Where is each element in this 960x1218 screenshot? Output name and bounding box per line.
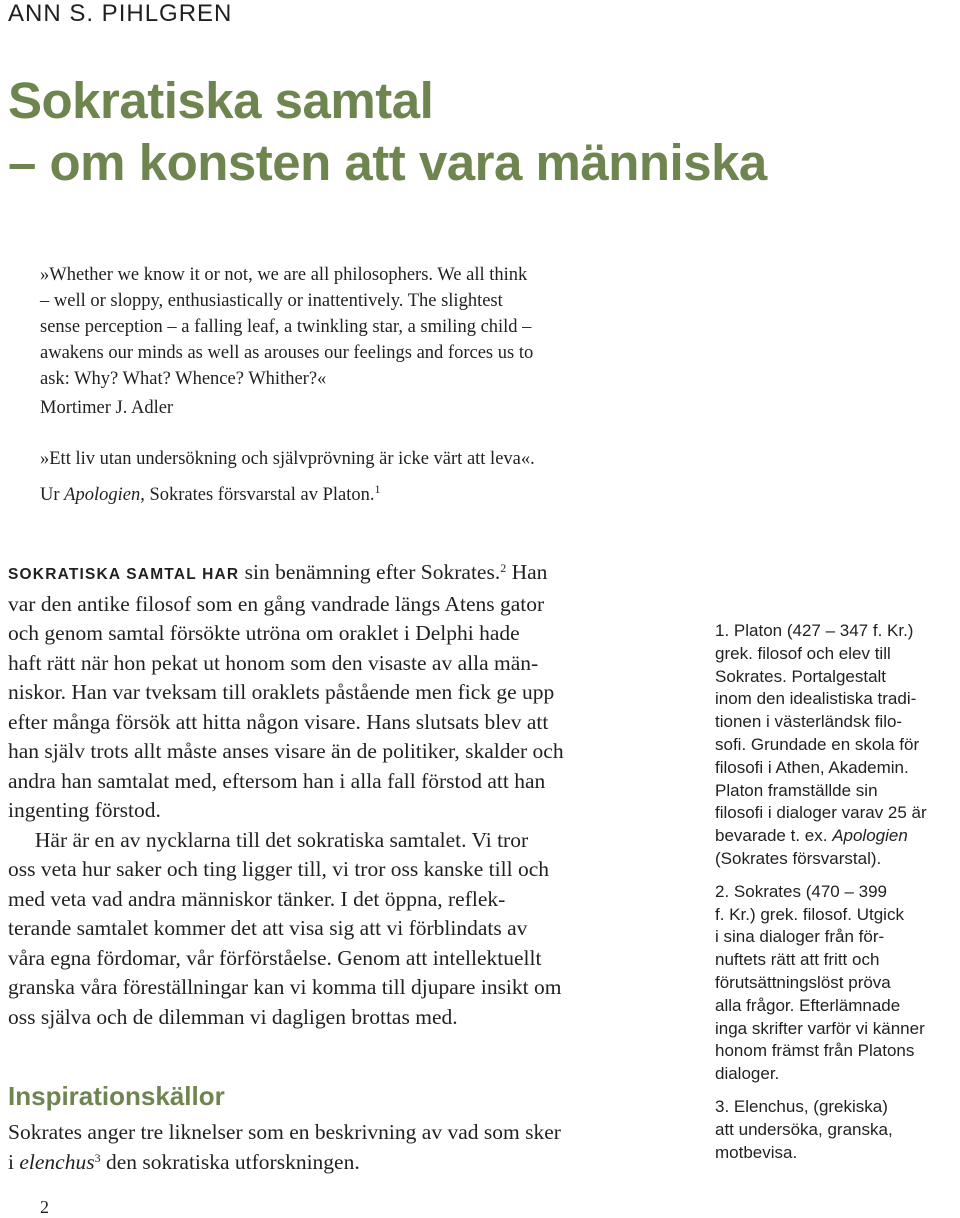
body-line-text: Han	[506, 560, 548, 584]
body-line: niskor. Han var tveksam till oraklets påstående men fick ge upp	[8, 680, 555, 704]
body-line: med veta vad andra människor tänker. I det öppna, reflek-	[8, 886, 506, 911]
body-line: oss själva och de dilemman vi dagligen brottas med.	[8, 1004, 458, 1029]
section-line-text: den sokratiska utforskningen.	[100, 1149, 360, 1174]
note-line: motbevisa.	[715, 1142, 798, 1162]
quote-attribution-adler: Mortimer J. Adler	[40, 398, 174, 418]
quote-attribution-platon	[40, 482, 640, 508]
note-line: Sokrates. Portalgestalt	[715, 666, 887, 686]
margin-notes	[715, 620, 960, 1174]
quote-line: »Whether we know it or not, we are all philosophers. We all think	[40, 265, 528, 285]
title-line-2: – om konsten att vara människa	[8, 134, 767, 191]
body-lead-caps: SOKRATISKA SAMTAL HAR	[8, 566, 240, 583]
note-line: honom främst från Platons	[715, 1041, 915, 1061]
note-line: inom den idealistiska tradi-	[715, 689, 917, 709]
body-line: oss veta hur saker och ting ligger till, vi tror oss kanske till och	[8, 857, 549, 881]
attr-italic-title: Apologien	[64, 485, 141, 505]
quote-line: ask: Why? What? Whence? Whither?«	[40, 369, 327, 389]
section-line-text: i	[8, 1149, 20, 1174]
epigraph-quote-apologien: »Ett liv utan undersökning och självprövning är icke värt att leva«.	[40, 449, 535, 469]
note-line: f. Kr.) grek. filosof. Utgick	[715, 904, 904, 924]
body-line: terande samtalet kommer det att visa sig att vi förblindats av	[8, 916, 528, 940]
note-line	[715, 825, 960, 848]
body-line: efter många försök att hitta någon visare. Hans slutsats blev att	[8, 709, 549, 734]
quote-line: – well or sloppy, enthusiastically or inattentively. The slightest	[40, 291, 503, 311]
section-line: Sokrates anger tre liknelser som en beskrivning av vad som sker	[8, 1120, 561, 1144]
note-line: tionen i västerländsk filo-	[715, 712, 903, 732]
note-line: grek. filosof och elev till	[715, 643, 891, 663]
body-first-line	[8, 558, 658, 590]
quote-line: awakens our minds as well as arouses our feelings and forces us to	[40, 343, 534, 363]
note-line: dialoger.	[715, 1064, 780, 1084]
title-line-1: Sokratiska samtal	[8, 72, 434, 129]
note-line: filosofi i dialoger varav 25 är	[715, 803, 927, 823]
body-line-text: sin benämning efter Sokrates.	[239, 560, 501, 584]
body-line: andra han samtalat med, eftersom han i alla fall förstod att han	[8, 768, 546, 793]
section-body-text	[8, 1118, 658, 1177]
note-line: filosofi i Athen, Akademin.	[715, 757, 909, 777]
note-line: 1. Platon (427 – 347 f. Kr.)	[715, 621, 914, 640]
note-line: att undersöka, granska,	[715, 1119, 893, 1139]
note-line: (Sokrates försvarstal).	[715, 848, 882, 868]
footnote-3	[715, 1096, 960, 1164]
note-line: alla frågor. Efterlämnade	[715, 995, 901, 1015]
footnote-ref-2: 2	[500, 561, 507, 575]
footnote-ref-3: 3	[94, 1150, 101, 1165]
body-line: ingenting förstod.	[8, 798, 161, 822]
author-name: ANN S. PIHLGREN	[8, 0, 233, 27]
note-line: förutsättningslöst pröva	[715, 972, 891, 992]
footnote-2	[715, 881, 960, 1086]
section-line	[8, 1148, 658, 1178]
elenchus-italic: elenchus	[19, 1149, 95, 1174]
footnote-ref-1: 1	[374, 482, 381, 496]
note-line-text: bevarade t. ex.	[715, 826, 833, 846]
epigraph-quote-adler	[40, 262, 640, 392]
body-text	[8, 558, 658, 1032]
note-line: i sina dialoger från för-	[715, 927, 885, 947]
body-line: haft rätt när hon pekat ut honom som den visaste av alla män-	[8, 650, 539, 675]
body-line: granska våra föreställningar kan vi komma till djupare insikt om	[8, 975, 562, 999]
page-title	[8, 70, 767, 194]
body-line: han själv trots allt måste anses visare än de politiker, skalder och	[8, 739, 564, 763]
page-number: 2	[40, 1197, 49, 1217]
footnote-1	[715, 620, 960, 871]
body-line: Här är en av nycklarna till det sokratiska samtalet. Vi tror	[8, 827, 529, 852]
note-line: sofi. Grundade en skola för	[715, 734, 920, 754]
body-line: var den antike filosof som en gång vandrade längs Atens gator	[8, 591, 545, 616]
attr-suffix: , Sokrates försvarstal av Platon.	[140, 485, 375, 505]
note-line: Platon framställde sin	[715, 780, 878, 800]
body-line: våra egna fördomar, vår förförståelse. Genom att intellektuellt	[8, 945, 542, 970]
attr-prefix: Ur	[40, 485, 65, 505]
note-line: 2. Sokrates (470 – 399	[715, 881, 888, 901]
note-line: 3. Elenchus, (grekiska)	[715, 1096, 888, 1116]
note-italic-title: Apologien	[832, 826, 908, 846]
note-line: nuftets rätt att fritt och	[715, 950, 880, 970]
section-heading: Inspirationskällor	[8, 1081, 225, 1111]
quote-line: sense perception – a falling leaf, a twinkling star, a smiling child –	[40, 317, 532, 337]
body-line: och genom samtal försökte utröna om oraklet i Delphi hade	[8, 621, 520, 645]
note-line: inga skrifter varför vi känner	[715, 1018, 925, 1038]
